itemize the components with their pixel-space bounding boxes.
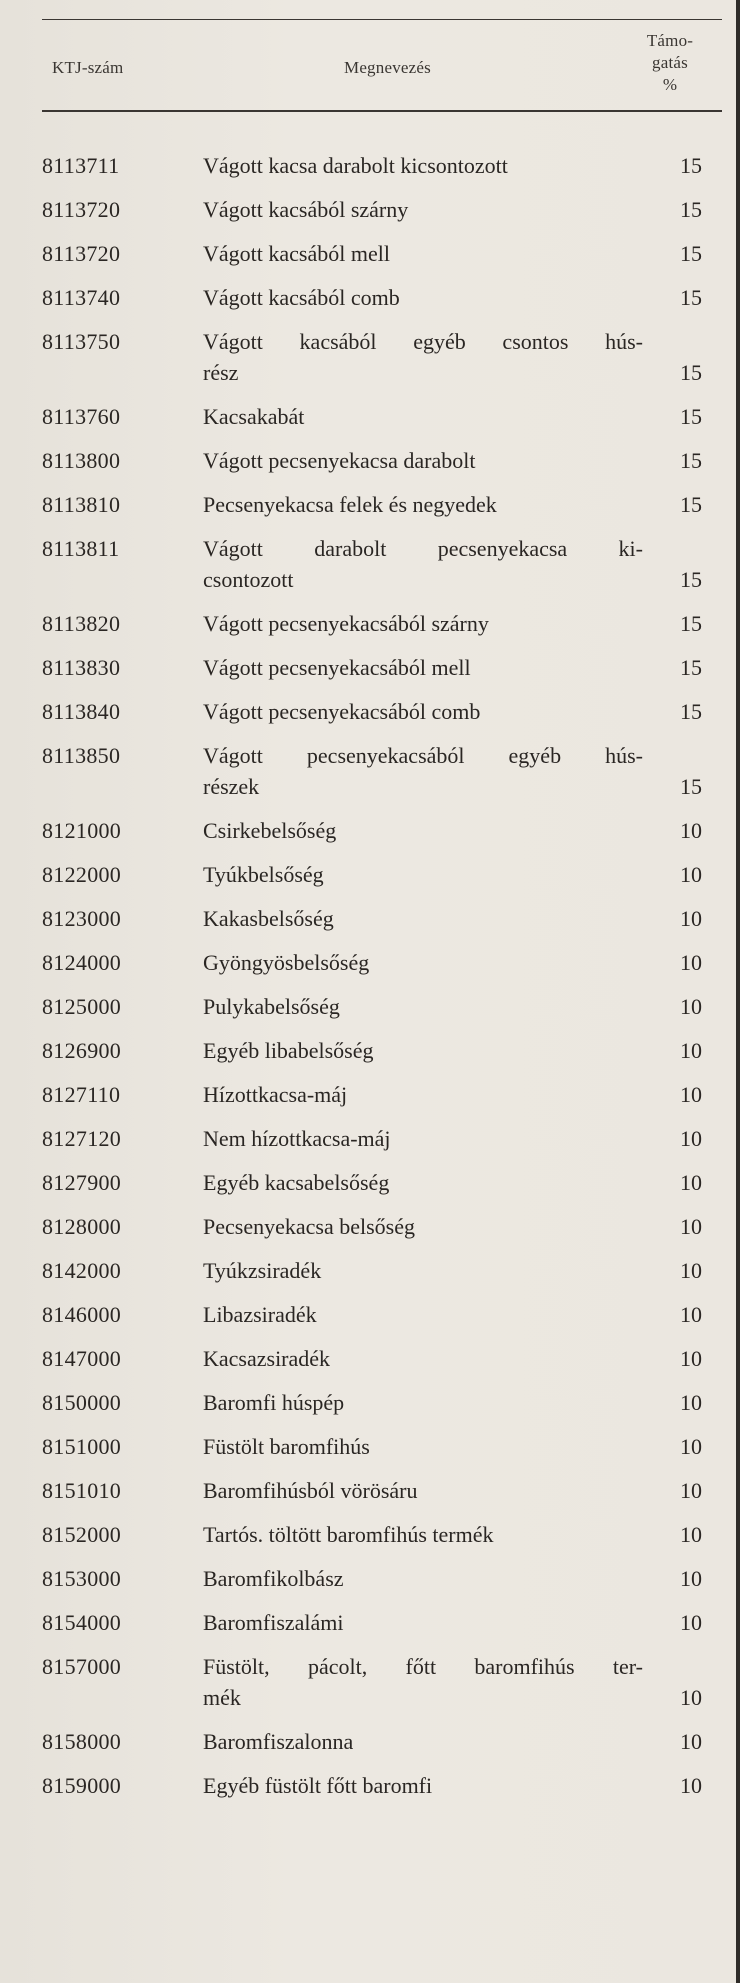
row-name [203,489,643,520]
table-row [0,238,740,282]
row-code: 8113750 [42,329,121,354]
table-row [0,1079,740,1123]
table-row [0,1563,740,1607]
row-code: 8122000 [42,862,122,887]
row-name [203,1255,643,1286]
row-name [203,238,643,269]
row-name [203,1079,643,1110]
row-code: 8158000 [42,1729,122,1754]
row-support-percent: 10 [680,1478,702,1503]
table-body [0,150,740,1814]
table-row [0,1387,740,1431]
row-code: 8113830 [42,655,121,680]
row-name-line1: Vágott pecsenyekacsából egyéb hús- [203,743,643,768]
table-row [0,401,740,445]
row-support-percent: 15 [680,774,702,799]
column-header-support-line1: Támo- [646,31,694,50]
row-name-line1: Tyúkbelsőség [203,862,324,887]
column-header-name: Megnevezés [344,58,431,77]
row-code: 8157000 [42,1654,122,1679]
row-name [203,326,643,388]
row-support-percent: 10 [680,1729,702,1754]
row-name-line1: Vágott pecsenyekacsából mell [203,655,471,680]
table-row [0,1651,740,1726]
table-row [0,1519,740,1563]
row-support-percent: 10 [680,1773,702,1798]
header-bottom-rule [42,110,722,112]
row-support-percent: 10 [680,906,702,931]
row-support-percent: 10 [680,818,702,843]
row-code: 8113840 [42,699,121,724]
row-name-line1: Vágott kacsa darabolt kicsontozott [203,153,508,178]
table-row [0,1211,740,1255]
row-name-line1: Kacsakabát [203,404,305,429]
row-name [203,1770,643,1801]
row-name [203,1726,643,1757]
row-support-percent: 15 [680,567,702,592]
table-row [0,282,740,326]
table-row [0,1167,740,1211]
row-code: 8113760 [42,404,121,429]
row-name-line2: részek [203,774,260,799]
row-support-percent: 10 [680,1610,702,1635]
row-name-line1: Libazsiradék [203,1302,317,1327]
row-support-percent: 10 [680,1302,702,1327]
table-row [0,696,740,740]
row-name-line1: Nem hízottkacsa-máj [203,1126,391,1151]
row-code: 8113810 [42,492,121,517]
row-name [203,859,643,890]
row-code: 8151010 [42,1478,122,1503]
row-support-percent: 15 [680,611,702,636]
row-name [203,194,643,225]
row-code: 8113820 [42,611,121,636]
table-row [0,1431,740,1475]
row-name-line2: rész [203,360,239,385]
row-name [203,1343,643,1374]
row-support-percent: 15 [680,153,702,178]
table-row [0,1035,740,1079]
row-support-percent: 10 [680,1082,702,1107]
row-name-line1: Vágott kacsából szárny [203,197,409,222]
row-code: 8151000 [42,1434,122,1459]
row-name [203,1299,643,1330]
table-row [0,1343,740,1387]
table-row [0,740,740,815]
row-support-percent: 10 [680,862,702,887]
row-name-line1: Baromfihúsból vörösáru [203,1478,418,1503]
row-code: 8127120 [42,1126,122,1151]
row-name [203,991,643,1022]
table-row [0,1255,740,1299]
row-name-line1: Füstölt baromfihús [203,1434,370,1459]
row-name [203,1431,643,1462]
row-name-line1: Tyúkzsiradék [203,1258,322,1283]
row-code: 8113711 [42,153,120,178]
table-row [0,1607,740,1651]
row-support-percent: 10 [680,1390,702,1415]
row-support-percent: 10 [680,1038,702,1063]
row-code: 8147000 [42,1346,122,1371]
row-support-percent: 10 [680,1126,702,1151]
table-row [0,326,740,401]
row-support-percent: 10 [680,1170,702,1195]
row-support-percent: 10 [680,1346,702,1371]
row-name [203,445,643,476]
row-name [203,401,643,432]
row-support-percent: 15 [680,285,702,310]
column-header-support-line2: gatás [652,53,688,72]
table-row [0,194,740,238]
row-code: 8153000 [42,1566,122,1591]
table-row [0,652,740,696]
row-name [203,1607,643,1638]
row-support-percent: 15 [680,492,702,517]
row-name [203,1519,643,1550]
row-code: 8142000 [42,1258,122,1283]
row-name-line1: Pulykabelsőség [203,994,340,1019]
row-name [203,947,643,978]
row-name-line2: mék [203,1685,241,1710]
row-name-line1: Gyöngyösbelsőség [203,950,370,975]
column-header-code: KTJ-szám [52,58,124,77]
row-code: 8154000 [42,1610,122,1635]
row-support-percent: 10 [680,1566,702,1591]
row-name [203,533,643,595]
row-support-percent: 10 [680,1214,702,1239]
row-name-line1: Vágott pecsenyekacsa darabolt [203,448,476,473]
header-top-rule [42,19,722,20]
row-code: 8113800 [42,448,121,473]
row-code: 8128000 [42,1214,122,1239]
row-name [203,282,643,313]
row-name-line1: Pecsenyekacsa felek és negyedek [203,492,497,517]
row-name [203,150,643,181]
table-row [0,150,740,194]
row-name [203,1387,643,1418]
table-row [0,1475,740,1519]
row-name-line1: Baromfiszalámi [203,1610,344,1635]
table-row [0,903,740,947]
row-code: 8123000 [42,906,122,931]
row-code: 8124000 [42,950,122,975]
row-code: 8113850 [42,743,121,768]
row-support-percent: 15 [680,360,702,385]
table-row [0,533,740,608]
table-row [0,815,740,859]
column-header-support [640,30,700,96]
row-code: 8159000 [42,1773,122,1798]
row-name-line1: Tartós. töltött baromfihús termék [203,1522,494,1547]
table-row [0,445,740,489]
row-code: 8146000 [42,1302,122,1327]
row-code: 8125000 [42,994,122,1019]
row-name [203,608,643,639]
table-row [0,608,740,652]
row-name [203,1651,643,1713]
row-name-line1: Vágott pecsenyekacsából comb [203,699,481,724]
table-row [0,1123,740,1167]
row-code: 8126900 [42,1038,122,1063]
row-name-line1: Baromfikolbász [203,1566,344,1591]
row-support-percent: 10 [680,1434,702,1459]
row-name [203,1563,643,1594]
row-name-line1: Vágott pecsenyekacsából szárny [203,611,489,636]
row-name [203,1167,643,1198]
row-support-percent: 15 [680,448,702,473]
row-name-line1: Baromfiszalonna [203,1729,354,1754]
row-name [203,740,643,802]
table-row [0,489,740,533]
row-name-line1: Kacsazsiradék [203,1346,331,1371]
table-row [0,1299,740,1343]
row-name [203,1123,643,1154]
row-name [203,696,643,727]
row-code: 8113811 [42,536,120,561]
table-row [0,1726,740,1770]
row-support-percent: 15 [680,404,702,429]
column-header-support-line3: % [662,75,678,94]
row-code: 8150000 [42,1390,122,1415]
row-name-line1: Egyéb kacsabelsőség [203,1170,390,1195]
row-support-percent: 15 [680,197,702,222]
row-name-line1: Pecsenyekacsa belsőség [203,1214,415,1239]
row-name-line1: Egyéb libabelsőség [203,1038,374,1063]
row-name-line1: Füstölt, pácolt, főtt baromfihús ter- [203,1654,643,1679]
row-support-percent: 10 [680,1258,702,1283]
table-row [0,991,740,1035]
table-row [0,859,740,903]
row-name [203,903,643,934]
row-support-percent: 10 [680,1522,702,1547]
row-name-line1: Baromfi húspép [203,1390,345,1415]
row-support-percent: 15 [680,699,702,724]
row-support-percent: 15 [680,655,702,680]
row-name-line1: Vágott kacsából comb [203,285,400,310]
row-code: 8113720 [42,197,121,222]
row-name [203,1475,643,1506]
row-name-line1: Vágott kacsából mell [203,241,390,266]
row-name-line1: Csirkebelsőség [203,818,337,843]
row-support-percent: 10 [680,994,702,1019]
row-name-line1: Kakasbelsőség [203,906,334,931]
row-code: 8127900 [42,1170,122,1195]
row-name-line1: Vágott kacsából egyéb csontos hús- [203,329,643,354]
row-name [203,652,643,683]
row-support-percent: 10 [680,1685,702,1710]
row-code: 8127110 [42,1082,121,1107]
table-row [0,947,740,991]
row-name-line1: Egyéb füstölt főtt baromfi [203,1773,433,1798]
row-name [203,1211,643,1242]
row-name-line1: Vágott darabolt pecsenyekacsa ki- [203,536,643,561]
table-row [0,1770,740,1814]
row-code: 8152000 [42,1522,122,1547]
row-code: 8113740 [42,285,121,310]
row-name-line2: csontozott [203,567,294,592]
row-code: 8113720 [42,241,121,266]
row-code: 8121000 [42,818,122,843]
row-name-line1: Hízottkacsa-máj [203,1082,348,1107]
row-support-percent: 15 [680,241,702,266]
row-name [203,1035,643,1066]
row-support-percent: 10 [680,950,702,975]
row-name [203,815,643,846]
